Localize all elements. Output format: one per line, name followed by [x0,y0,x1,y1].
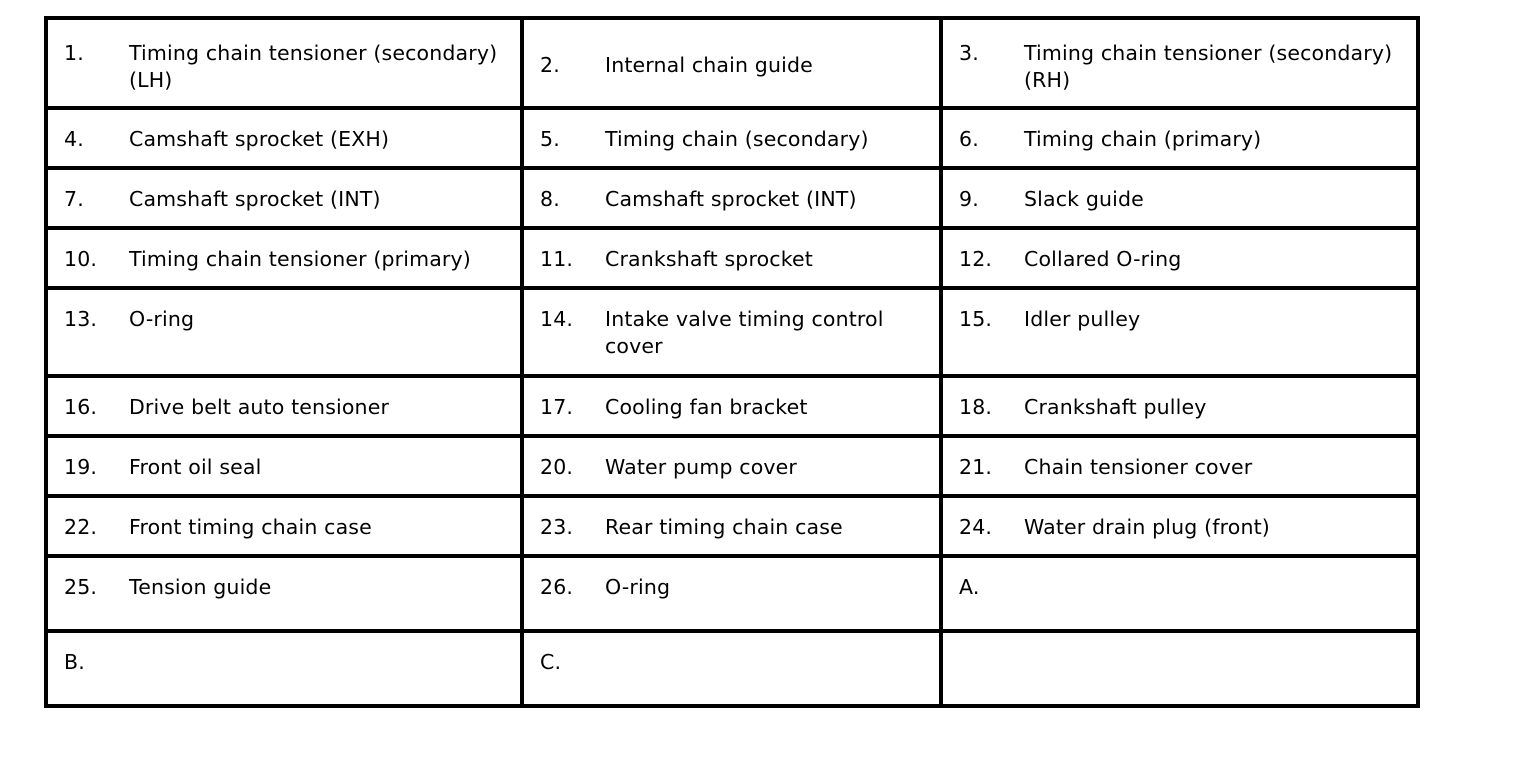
legend-cell [941,496,1418,556]
item-number: 17. [540,395,574,419]
item-number: 18. [959,395,993,419]
item-label: Water drain plug (front) [1024,515,1270,539]
item-number: 15. [959,307,993,331]
item-label: Slack guide [1024,187,1144,211]
legend-cell [522,556,941,631]
legend-cell [941,376,1418,436]
item-label: O-ring [605,575,671,599]
item-label: Water pump cover [605,455,798,479]
item-number: 25. [64,575,98,599]
item-number: A. [959,575,980,599]
item-number: 8. [540,187,560,211]
item-number: 9. [959,187,979,211]
legend-cell [522,436,941,496]
item-number: 24. [959,515,993,539]
item-number: 11. [540,247,574,271]
item-label: Front timing chain case [129,515,372,539]
legend-cell [46,496,522,556]
item-label: Camshaft sprocket (INT) [129,187,381,211]
legend-cell [46,556,522,631]
item-number: 16. [64,395,98,419]
legend-cell [941,631,1418,706]
item-label: Rear timing chain case [605,515,843,539]
legend-cell [522,288,941,376]
item-label: Cooling fan bracket [605,395,808,419]
item-label: Front oil seal [129,455,262,479]
legend-cell [522,376,941,436]
item-label: O-ring [129,307,195,331]
legend-row [46,18,1418,108]
item-label: Chain tensioner cover [1024,455,1253,479]
legend-row [46,376,1418,436]
item-number: 13. [64,307,98,331]
item-label: Timing chain tensioner (primary) [129,247,471,271]
item-label: Internal chain guide [605,53,813,77]
legend-cell [941,288,1418,376]
legend-cell [522,496,941,556]
item-label: Timing chain (secondary) [605,127,869,151]
item-number: 22. [64,515,98,539]
legend-cell [46,631,522,706]
item-number: 19. [64,455,98,479]
item-number: 10. [64,247,98,271]
item-number: 21. [959,455,993,479]
legend-cell [46,288,522,376]
item-number: 26. [540,575,574,599]
item-label: Timing chain tensioner (secondary) (LH) [129,41,498,92]
legend-cell [46,436,522,496]
legend-cell [941,436,1418,496]
legend-row [46,168,1418,228]
legend-cell [941,556,1418,631]
legend-cell [522,168,941,228]
item-label: Idler pulley [1024,307,1141,331]
legend-row [46,556,1418,631]
legend-row [46,288,1418,376]
legend-cell [941,18,1418,108]
item-label: Camshaft sprocket (INT) [605,187,857,211]
item-label: Collared O-ring [1024,247,1182,271]
legend-cell [941,108,1418,168]
item-number: 23. [540,515,574,539]
legend-cell [46,228,522,288]
item-number: 20. [540,455,574,479]
legend-cell [46,168,522,228]
item-number: 3. [959,41,979,65]
legend-cell [522,631,941,706]
item-number: 14. [540,307,574,331]
item-number: B. [64,650,85,674]
item-label: Intake valve timing control cover [605,307,884,358]
legend-cell [46,108,522,168]
legend-row [46,108,1418,168]
item-label: Camshaft sprocket (EXH) [129,127,390,151]
legend-cell [522,228,941,288]
item-number: C. [540,650,562,674]
item-label: Crankshaft pulley [1024,395,1207,419]
legend-cell [941,228,1418,288]
item-number: 12. [959,247,993,271]
item-number: 1. [64,41,84,65]
legend-cell [941,168,1418,228]
item-number: 6. [959,127,979,151]
legend-row [46,631,1418,706]
parts-legend-table [44,16,1420,708]
item-label: Tension guide [129,575,272,599]
item-label: Crankshaft sprocket [605,247,813,271]
legend-cell [522,108,941,168]
item-number: 4. [64,127,84,151]
item-number: 2. [540,53,560,77]
item-label: Drive belt auto tensioner [129,395,390,419]
legend-cell [46,18,522,108]
legend-row [46,436,1418,496]
item-label: Timing chain (primary) [1024,127,1262,151]
legend-row [46,496,1418,556]
item-number: 7. [64,187,84,211]
legend-cell [522,18,941,108]
item-number: 5. [540,127,560,151]
legend-cell [46,376,522,436]
legend-row [46,228,1418,288]
item-label: Timing chain tensioner (secondary) (RH) [1024,41,1393,92]
